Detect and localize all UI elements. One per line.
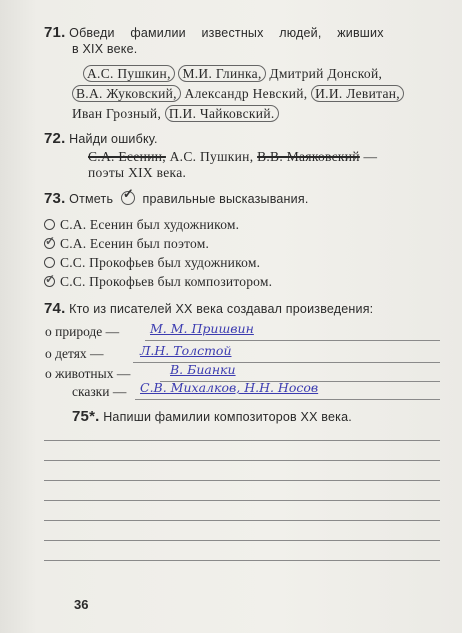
task74-answer-animals[interactable]: В. Бианки <box>170 362 236 377</box>
task72-heading <box>44 130 158 147</box>
task74-label-children: о детях — <box>45 346 104 361</box>
name-tchaikovsky[interactable]: П.И. Чайковский. <box>165 105 279 122</box>
task72-mayakovsky: В.В. Маяковский <box>257 149 360 164</box>
task74-heading <box>44 300 373 317</box>
page-number: 36 <box>74 597 89 612</box>
task71-text-line2: в XIX веке. <box>72 42 138 56</box>
task75-heading <box>72 408 352 425</box>
task74-label-fairytales: сказки — <box>72 384 127 399</box>
answer-line[interactable] <box>44 440 440 441</box>
task71-names-row1 <box>83 66 382 82</box>
task72-esenin: С.А. Есенин, <box>88 149 166 164</box>
answer-line[interactable] <box>44 480 440 481</box>
task73-option-2-label: С.А. Есенин был поэтом. <box>60 236 210 251</box>
task73-number: 73. <box>44 190 66 207</box>
task74-label-animals: о животных — <box>45 366 131 381</box>
task72-line2: поэты XIX века. <box>88 165 187 180</box>
task74-answer-fairytales[interactable]: С.В. Михалков, Н.Н. Носов <box>140 380 319 395</box>
name-zhukovsky[interactable]: В.А. Жуковский, <box>72 85 181 102</box>
task72-dash: — <box>363 149 378 164</box>
task71-heading <box>44 24 384 41</box>
task75-text: Напиши фамилии композиторов XX века. <box>103 410 352 424</box>
task73-option-1-label: С.А. Есенин был художником. <box>60 217 240 232</box>
name-levitan[interactable]: И.И. Левитан, <box>311 85 404 102</box>
name-pushkin[interactable]: А.С. Пушкин, <box>83 65 175 82</box>
task73-option-2[interactable] <box>45 234 210 252</box>
task73-option-3[interactable] <box>60 255 260 271</box>
task74-label-nature: о природе — <box>45 324 120 339</box>
checkmark-icon: ✓ <box>45 234 56 248</box>
task71-names-row2 <box>72 86 404 102</box>
answer-line[interactable] <box>44 520 440 521</box>
answer-line <box>145 340 440 341</box>
answer-line[interactable] <box>44 460 440 461</box>
task73-option-4[interactable] <box>45 272 273 290</box>
check-circle-icon: ✓ <box>121 191 135 205</box>
task74-answer-children[interactable]: Л.Н. Толстой <box>140 343 232 358</box>
task74-text: Кто из писателей XX века создавал произведения: <box>69 302 374 316</box>
task73-heading <box>44 186 309 207</box>
answer-line[interactable] <box>44 540 440 541</box>
name-nevsky[interactable]: Александр Невский, <box>184 86 308 101</box>
answer-line <box>135 399 440 400</box>
task73-text-before: Отметь <box>69 192 114 206</box>
radio-circle-icon[interactable] <box>44 257 55 268</box>
answer-line[interactable] <box>44 500 440 501</box>
name-donskoy[interactable]: Дмитрий Донской, <box>269 66 383 81</box>
task73-option-3-label: С.С. Прокофьев был художником. <box>60 255 261 270</box>
task73-option-4-label: С.С. Прокофьев был композитором. <box>60 274 273 289</box>
task72-text: Найди ошибку. <box>69 132 158 146</box>
name-glinka[interactable]: М.И. Глинка, <box>178 65 265 82</box>
task71-text-line1: Обведи фамилии известных людей, живших <box>69 26 384 40</box>
task72-number: 72. <box>44 130 66 147</box>
task71-names-row3 <box>72 106 279 122</box>
radio-circle-icon[interactable] <box>44 219 55 230</box>
name-grozny[interactable]: Иван Грозный, <box>72 106 162 121</box>
task74-answer-nature[interactable]: М. М. Пришвин <box>150 321 254 336</box>
task74-number: 74. <box>44 300 66 317</box>
task72-pushkin: А.С. Пушкин, <box>169 149 254 164</box>
task71-number: 71. <box>44 24 66 41</box>
task72-line1 <box>88 149 377 165</box>
task73-option-1[interactable] <box>60 217 239 233</box>
task73-text-after: правильные высказывания. <box>142 192 309 206</box>
task75-number: 75*. <box>72 408 100 425</box>
checkmark-icon: ✓ <box>45 272 56 286</box>
answer-line[interactable] <box>44 560 440 561</box>
